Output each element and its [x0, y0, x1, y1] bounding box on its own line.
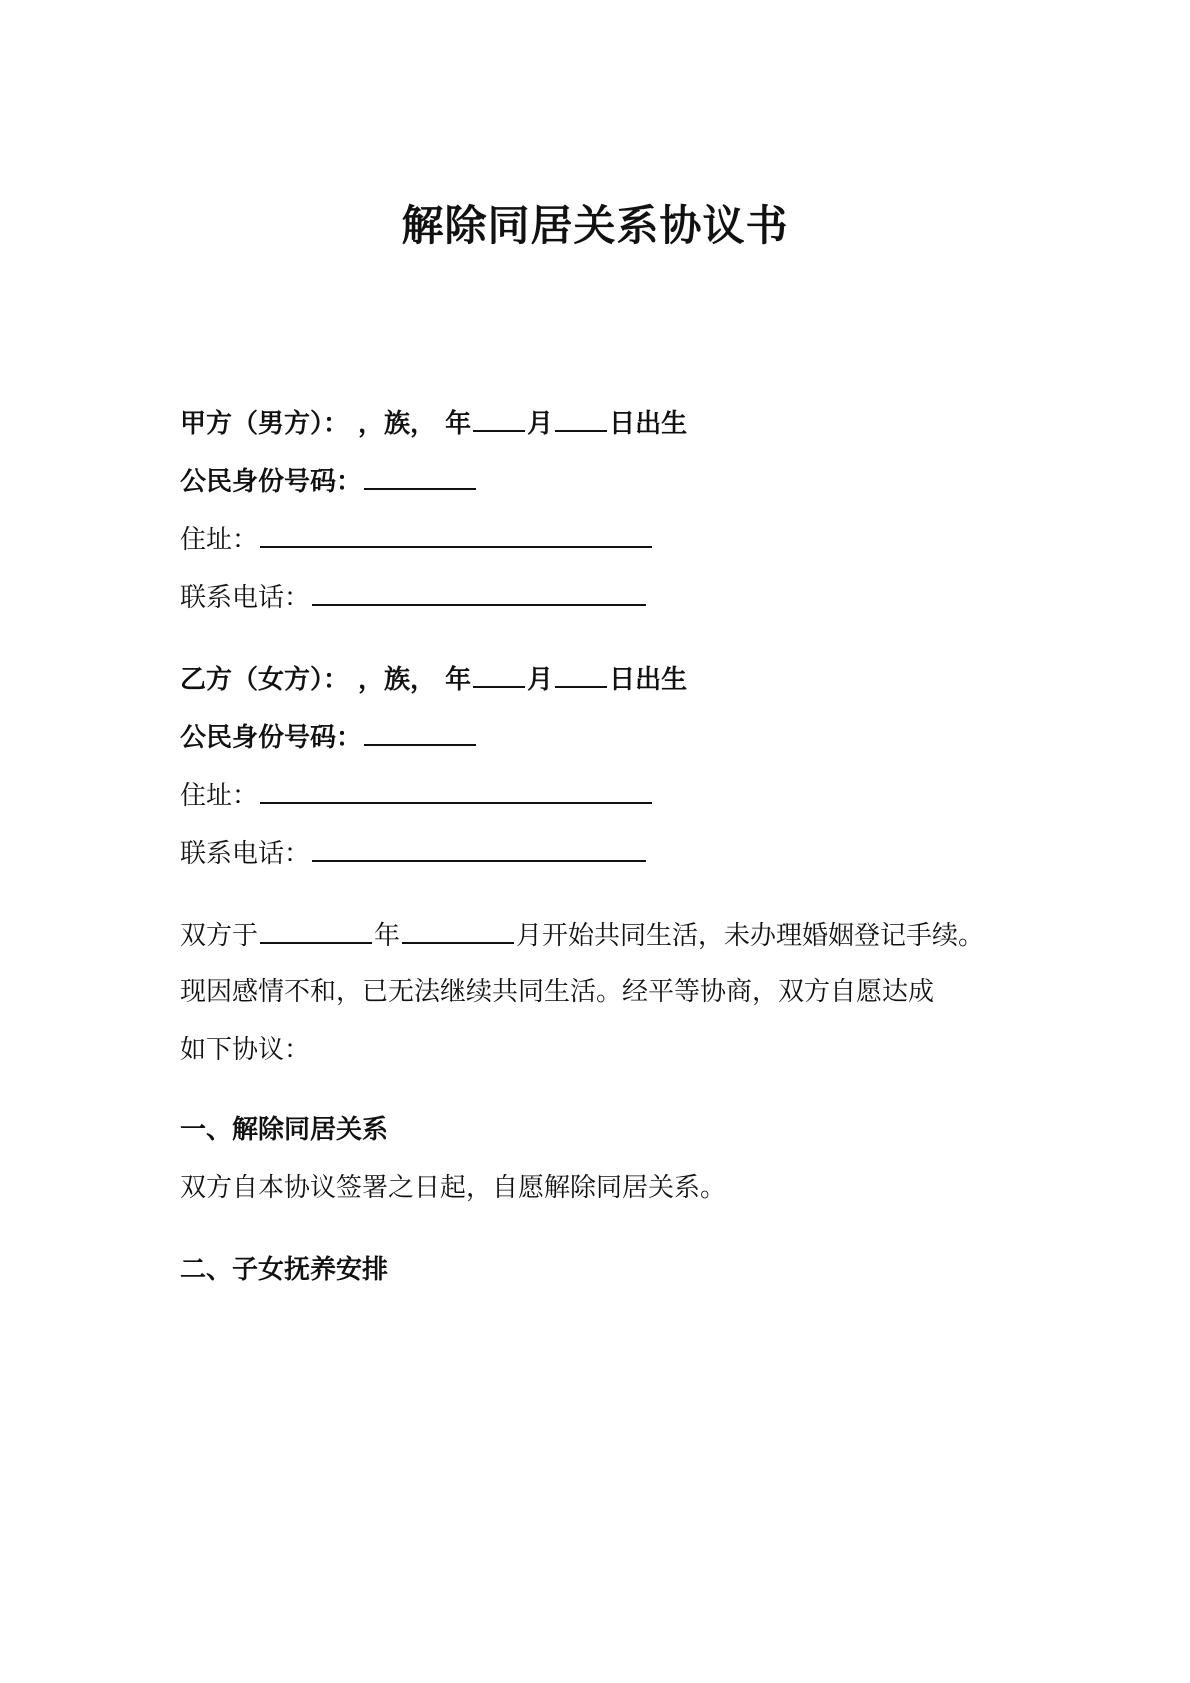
party-b-birth-month-blank [473, 658, 525, 688]
party-a-id-blank [364, 460, 476, 490]
party-a-birth-day-blank [555, 402, 607, 432]
party-b-heading: 乙方（女方）： ，族， 年 月 日出生 [180, 658, 687, 700]
party-b-phone: 联系电话： [180, 832, 648, 874]
party-b-address-blank [260, 774, 652, 804]
party-b-birth-day-blank [555, 658, 607, 688]
section-1-body: 双方自本协议签署之日起，自愿解除同居关系。 [180, 1173, 727, 1203]
intro-line-2: 现因感情不和，已无法继续共同生活。经平等协商，双方自愿达成 [180, 977, 935, 1007]
party-b-address: 住址： [180, 774, 654, 816]
cohabitation-month-blank [402, 914, 514, 944]
party-a-address: 住址： [180, 518, 654, 560]
intro-line-3: 如下协议： [180, 1035, 311, 1065]
section-2-heading: 二、子女抚养安排 [180, 1255, 389, 1285]
party-a-heading: 甲方（男方）： ，族， 年 月 日出生 [180, 402, 687, 444]
cohabitation-year-blank [260, 914, 372, 944]
party-a-id: 公民身份号码： [180, 460, 478, 502]
document-title: 解除同居关系协议书 [401, 201, 789, 250]
party-a-address-blank [260, 518, 652, 548]
party-b-id: 公民身份号码： [180, 716, 478, 758]
party-a-birth-month-blank [473, 402, 525, 432]
party-b-phone-blank [312, 832, 646, 862]
party-b-id-blank [364, 716, 476, 746]
section-1-heading: 一、解除同居关系 [180, 1115, 389, 1145]
party-a-phone-blank [312, 576, 646, 606]
party-a-phone: 联系电话： [180, 576, 648, 618]
intro-line-1: 双方于 年 月开始共同生活，未办理婚姻登记手续。 [180, 914, 984, 956]
